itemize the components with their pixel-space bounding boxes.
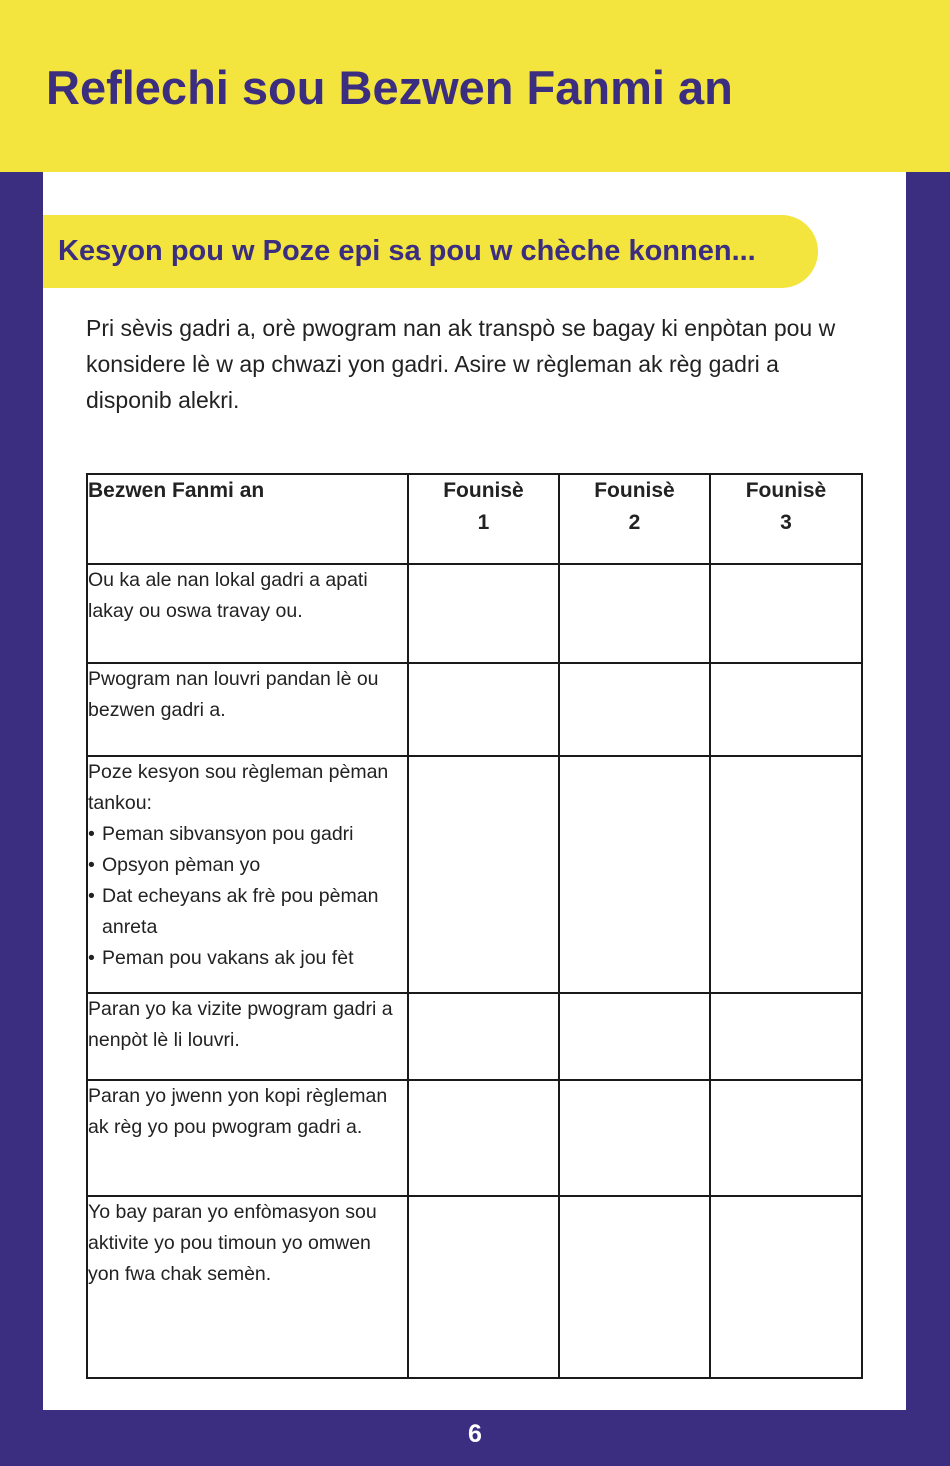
table-row <box>87 1196 862 1378</box>
table-header-row <box>87 474 862 564</box>
section-heading: Kesyon pou w Poze epi sa pou w chèche konnen... <box>58 235 756 267</box>
need-cell <box>87 756 408 993</box>
need-cell: Ou ka ale nan lokal gadri a apati lakay ou oswa travay ou. <box>87 564 408 663</box>
need-cell: Paran yo jwenn yon kopi règleman ak règ yo pou pwogram gadri a. <box>87 1080 408 1196</box>
provider-1-cell[interactable] <box>408 1196 559 1378</box>
need-cell-text: Poze kesyon sou règleman pèman tankou: <box>88 761 389 814</box>
provider-1-cell[interactable] <box>408 663 559 756</box>
intro-paragraph: Pri sèvis gadri a, orè pwogram nan ak transpò se bagay ki enpòtan pou w konsidere lè w ap chwazi yon gadri. Asire w règleman ak règ gadri a disponib alekri. <box>86 315 836 413</box>
provider-2-cell[interactable] <box>559 1080 710 1196</box>
provider-1-cell[interactable] <box>408 564 559 663</box>
list-item: • Peman sibvansyon pou gadri <box>88 819 407 850</box>
provider-1-cell[interactable] <box>408 993 559 1080</box>
header-provider-2 <box>559 474 710 564</box>
header-provider-1 <box>408 474 559 564</box>
provider-1-number: 1 <box>477 511 490 534</box>
header-family-needs: Bezwen Fanmi an <box>87 474 408 564</box>
table-row <box>87 993 862 1080</box>
provider-3-cell[interactable] <box>710 756 862 993</box>
need-cell: Yo bay paran yo enfòmasyon sou aktivite yo pou timoun yo omwen yon fwa chak semèn. <box>87 1196 408 1378</box>
table-row <box>87 663 862 756</box>
page-number: 6 <box>468 1420 482 1448</box>
provider-3-cell[interactable] <box>710 663 862 756</box>
provider-3-cell[interactable] <box>710 1080 862 1196</box>
need-cell: Paran yo ka vizite pwogram gadri a nenpòt lè li louvri. <box>87 993 408 1080</box>
header-provider-3 <box>710 474 862 564</box>
provider-1-cell[interactable] <box>408 1080 559 1196</box>
list-item: • Opsyon pèman yo <box>88 850 407 881</box>
provider-2-cell[interactable] <box>559 663 710 756</box>
provider-1-label: Founisè <box>443 479 524 502</box>
table-row <box>87 756 862 993</box>
table-row <box>87 564 862 663</box>
provider-1-cell[interactable] <box>408 756 559 993</box>
provider-2-cell[interactable] <box>559 564 710 663</box>
provider-2-cell[interactable] <box>559 756 710 993</box>
provider-2-number: 2 <box>628 511 641 534</box>
table-row <box>87 1080 862 1196</box>
provider-3-label: Founisè <box>745 479 827 502</box>
need-cell: Pwogram nan louvri pandan lè ou bezwen gadri a. <box>87 663 408 756</box>
provider-3-number: 3 <box>780 511 792 534</box>
payment-policy-list <box>88 819 407 974</box>
provider-2-cell[interactable] <box>559 993 710 1080</box>
provider-3-cell[interactable] <box>710 1196 862 1378</box>
list-item: • Dat echeyans ak frè pou pèman anreta <box>88 881 407 943</box>
page-title: Reflechi sou Bezwen Fanmi an <box>46 61 733 114</box>
provider-3-cell[interactable] <box>710 564 862 663</box>
provider-2-label: Founisè <box>594 479 675 502</box>
provider-3-cell[interactable] <box>710 993 862 1080</box>
list-item: • Peman pou vakans ak jou fèt <box>88 943 407 974</box>
family-needs-table <box>86 473 863 1379</box>
provider-2-cell[interactable] <box>559 1196 710 1378</box>
